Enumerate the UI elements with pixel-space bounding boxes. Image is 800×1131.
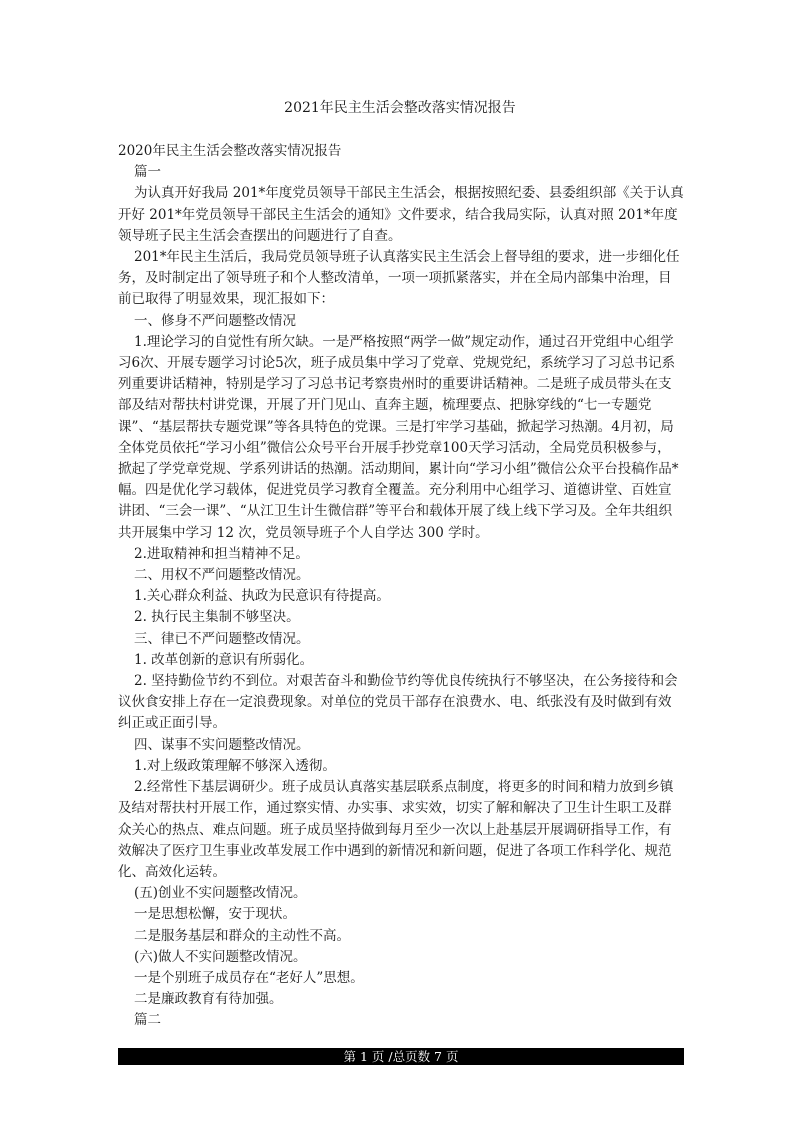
section-heading: (六)做人不实问题整改情况。 — [134, 948, 307, 965]
paragraph: 篇一 — [134, 164, 161, 181]
paragraph: 为认真开好我局 201*年度党员领导干部民主生活会，根据按照纪委、县委组织部《关于认真开好 201*年党员领导干部民主生活会的通知》文件要求，结合我局实际，认真对照 201*年度领导班子民主生活会查摆出的问题进行了自查。 — [118, 185, 684, 244]
paragraph: 一是个别班子成员存在“老好人”思想。 — [134, 969, 364, 986]
paragraph: 2. 坚持勤俭节约不到位。对艰苦奋斗和勤俭节约等优良传统执行不够坚决，在公务接待和会议伙食安排上存在一定浪费现象。对单位的党员干部存在浪费水、电、纸张没有及时做到有效纠正或正面引导。 — [118, 673, 678, 732]
section-heading: 一、修身不严问题整改情况 — [134, 312, 296, 329]
paragraph: 2. 执行民主集制不够坚决。 — [134, 609, 300, 626]
paragraph: 篇二 — [134, 1012, 161, 1029]
paragraph: 1.理论学习的自觉性有所欠缺。一是严格按照“两学一做”规定动作，通过召开党组中心组学习6次、开展专题学习讨论5次，班子成员集中学习了党章、党规党纪，系统学习了习总书记系列重要讲话精神，特别是学习了习总书记考察贵州时的重要讲话精神。二是班子成员带头在支部及结对帮扶村讲党课，开展了开门见山、直奔主题，梳理要点、把脉穿线的“七一专题党课”、“基层帮扶专题党课”等各具特色的党课。三是打牢学习基础，掀起学习热潮。4月初，局全体党员依托“学习小组”微信公众号平台开展手抄党章100天学习活动，全局党员积极参与，掀起了学党章党规、学系列讲话的热潮。活动期间，累计向“学习小组”微信公众平台投稿作品*幅。四是优化学习载体，促进党员学习教育全覆盖。充分利用中心组学习、道德讲堂、百姓宣讲团、“三会一课”、“从江卫生计生微信群”等平台和载体开展了线上线下学习及。全年共组织共开展集中学习 12 次，党员领导班子个人自学达 300 学时。 — [118, 333, 679, 541]
page-footer: 第 1 页 /总页数 7 页 — [118, 1048, 684, 1065]
paragraph: 二是廉政教育有待加强。 — [134, 991, 283, 1008]
paragraph: 二是服务基层和群众的主动性不高。 — [134, 927, 350, 944]
document-title: 2021年民主生活会整改落实情况报告 — [284, 100, 516, 116]
section-heading: 三、律已不严问题整改情况。 — [134, 630, 310, 647]
paragraph: 1. 改革创新的意识有所弱化。 — [134, 651, 314, 668]
paragraph: 一是思想松懈，安于现状。 — [134, 906, 296, 923]
document-body — [118, 141, 684, 1032]
paragraph: 2020年民主生活会整改落实情况报告 — [118, 143, 342, 159]
paragraph: 1.对上级政策理解不够深入透彻。 — [134, 757, 336, 774]
paragraph: 201*年民主生活后，我局党员领导班子认真落实民主生活会上督导组的要求，进一步细化任务，及时制定出了领导班子和个人整改清单，一项一项抓紧落实，并在全局内部集中治理，目前已取得了明显效果，现汇报如下： — [118, 249, 680, 308]
section-heading: 二、用权不严问题整改情况。 — [134, 567, 310, 584]
section-heading: 四、谋事不实问题整改情况。 — [134, 736, 310, 753]
section-heading: (五)创业不实问题整改情况。 — [134, 885, 307, 902]
paragraph: 2.进取精神和担当精神不足。 — [134, 545, 309, 562]
paragraph: 1.关心群众利益、执政为民意识有待提高。 — [134, 588, 390, 605]
paragraph: 2.经常性下基层调研少。班子成员认真落实基层联系点制度，将更多的时间和精力放到乡镇及结对帮扶村开展工作，通过察实情、办实事、求实效，切实了解和解决了卫生计生职工及群众关心的热点、难点问题。班子成员坚持做到每月至少一次以上赴基层开展调研指导工作，有效解决了医疗卫生事业改革发展工作中遇到的新情况和新问题，促进了各项工作科学化、规范化、高效化运转。 — [118, 779, 674, 880]
